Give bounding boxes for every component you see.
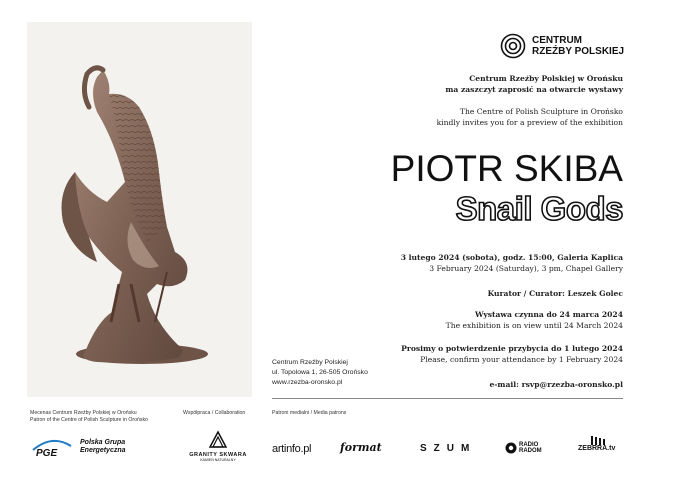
pge-logo-text: PGE — [36, 448, 58, 458]
invite-pl-line2: ma zaszczyt zaprosić na otwarcie wystawy — [445, 85, 623, 94]
invite-en-line1: The Centre of Polish Sculpture in Orońsko — [459, 107, 623, 116]
invite-en-line2: kindly invites you for a preview of the exhibition — [436, 118, 623, 127]
patron-label-pl: Mecenas Centrum Rzeźby Polskiej w Orońsku — [30, 410, 137, 416]
divider — [272, 398, 623, 399]
invitation-english — [323, 106, 623, 128]
patron-label — [30, 410, 148, 424]
address-name: Centrum Rzeźby Polskiej — [272, 359, 348, 366]
website-link[interactable]: www.rzezba-oronsko.pl — [272, 379, 343, 386]
radio-line1: RADIO — [519, 442, 539, 448]
spiral-logo-icon — [500, 33, 526, 59]
patron-label-en: Patron of the Centre of Polish Sculpture in Orońsko — [30, 417, 148, 423]
artist-name: PIOTR SKIBA — [390, 148, 623, 189]
invite-pl-line1: Centrum Rzeźby Polskiej w Orońsku — [469, 74, 623, 83]
radio-line2: RADOM — [519, 448, 542, 454]
on-view-en: The exhibition is on view until 24 March 2024 — [445, 321, 623, 330]
radio-logo-icon — [505, 442, 517, 454]
granity-subtitle: KAMIEŃ NATURALNY — [200, 458, 236, 462]
pge-line2: Energetyczna — [80, 447, 126, 454]
radio-radom-logo[interactable] — [505, 442, 542, 454]
granity-name: GRANITY SKWARA — [189, 452, 247, 458]
rsvp-email-link[interactable]: e-mail: rsvp@rzezba-oronsko.pl — [489, 380, 623, 389]
zebrra-name: ZEBRRA.tv — [578, 445, 616, 452]
zebrra-tv-logo[interactable] — [578, 436, 615, 452]
logo-text — [532, 35, 624, 57]
curator-info: Kurator / Curator: Leszek Golec — [487, 289, 623, 298]
pge-line1: Polska Grupa — [80, 439, 126, 446]
address-street: ul. Topolowa 1, 26-505 Orońsko — [272, 369, 368, 376]
exhibition-title: Snail Gods — [455, 190, 623, 227]
centrum-logo[interactable] — [500, 33, 624, 59]
address-block — [272, 358, 368, 388]
invitation-polish — [323, 73, 623, 95]
rsvp-pl: Prosimy o potwierdzenie przybycia do 1 lutego 2024 — [401, 344, 623, 353]
opening-info — [303, 252, 623, 274]
collaboration-label: Współpraca / Collaboration — [183, 410, 246, 416]
sculpture-photo — [27, 22, 252, 397]
logo-line1: CENTRUM — [532, 35, 582, 46]
zebra-logo-icon — [591, 436, 605, 445]
opening-pl: 3 lutego 2024 (sobota), godz. 15:00, Galeria Kaplica — [400, 253, 623, 262]
mountain-logo-icon — [208, 430, 228, 450]
artinfo-logo[interactable]: artinfo.pl — [272, 443, 312, 455]
pge-logo[interactable] — [30, 436, 126, 458]
opening-en: 3 February 2024 (Saturday), 3 pm, Chapel Gallery — [429, 264, 623, 273]
format-logo[interactable]: format — [340, 441, 382, 454]
pge-name — [80, 439, 126, 455]
on-view-pl: Wystawa czynna do 24 marca 2024 — [474, 310, 623, 319]
snail-sculpture-image — [27, 22, 252, 397]
granity-skwara-logo[interactable] — [188, 430, 248, 462]
logo-line2: RZEŹBY POLSKIEJ — [532, 46, 625, 57]
on-view-info — [303, 309, 623, 331]
rsvp-en: Please, confirm your attendance by 1 February 2024 — [420, 355, 623, 364]
radio-name — [519, 442, 542, 454]
pge-logo-icon — [30, 436, 74, 458]
media-patrons-label: Patroni medialni / Media patrons — [272, 410, 347, 416]
szum-logo[interactable]: SZUM — [420, 443, 477, 454]
